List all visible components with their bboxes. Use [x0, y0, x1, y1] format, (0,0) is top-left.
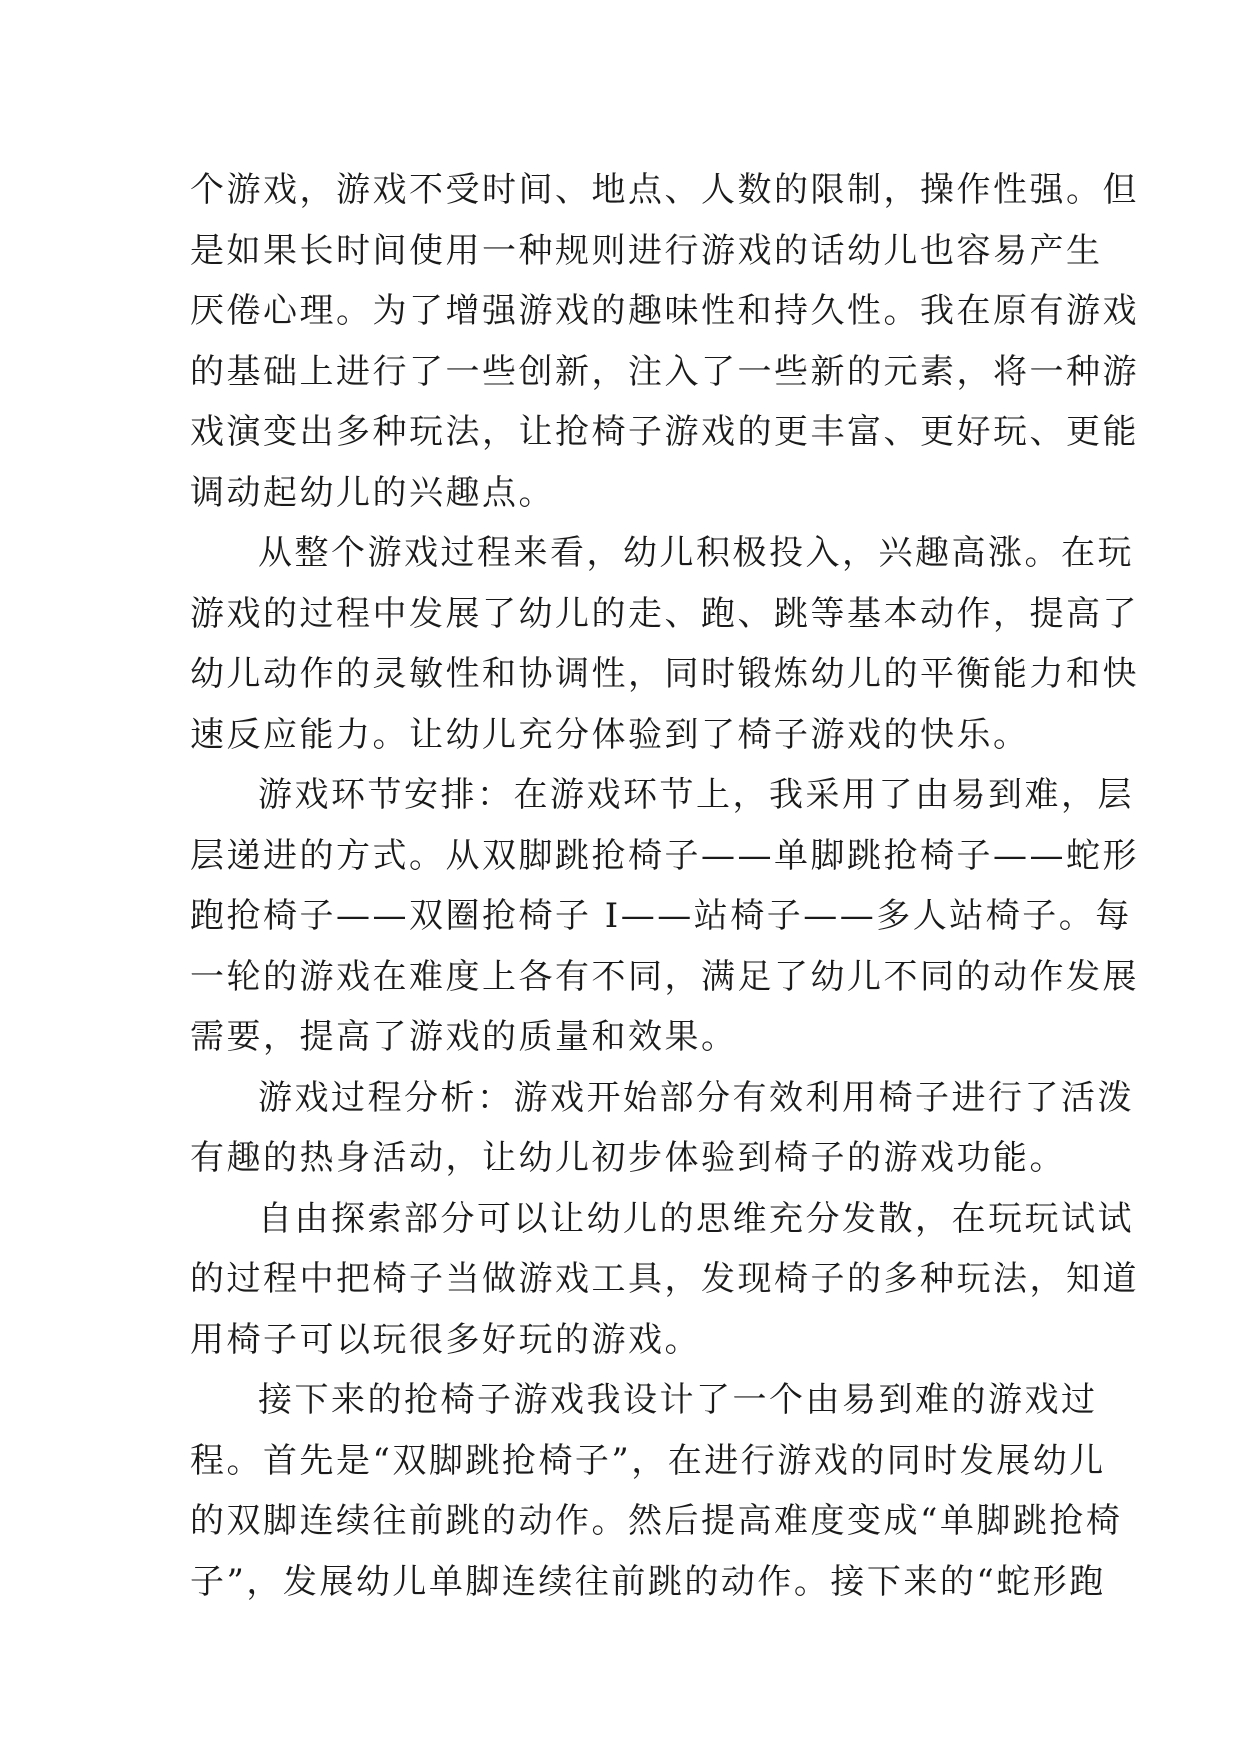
text-line: 一轮的游戏在难度上各有不同，满足了幼儿不同的动作发展	[190, 956, 1139, 997]
paragraph	[190, 160, 1139, 523]
paragraph	[190, 1068, 1134, 1189]
text-line: 跑抢椅子——双圈抢椅子 I——站椅子——多人站椅子。每	[190, 896, 1132, 936]
text-line: 用椅子可以玩很多好玩的游戏。	[190, 1319, 701, 1360]
text-line: 的基础上进行了一些创新，注入了一些新的元素，将一种游	[190, 351, 1139, 392]
text-line: 戏演变出多种玩法，让抢椅子游戏的更丰富、更好玩、更能	[190, 412, 1139, 452]
paragraph	[190, 765, 1139, 1068]
text-line: 自由探索部分可以让幼儿的思维充分发散，在玩玩试试	[258, 1198, 1134, 1239]
text-line: 调动起幼儿的兴趣点。	[190, 472, 555, 513]
text-line: 从整个游戏过程来看，幼儿积极投入，兴趣高涨。在玩	[258, 533, 1134, 573]
document-body	[190, 160, 1139, 1612]
text-line: 程。首先是“双脚跳抢椅子”，在进行游戏的同时发展幼儿	[190, 1440, 1106, 1481]
text-line: 速反应能力。让幼儿充分体验到了椅子游戏的快乐。	[190, 714, 1030, 755]
text-line: 有趣的热身活动，让幼儿初步体验到椅子的游戏功能。	[190, 1138, 1066, 1178]
text-line: 幼儿动作的灵敏性和协调性，同时锻炼幼儿的平衡能力和快	[190, 654, 1139, 694]
text-line: 游戏环节安排：在游戏环节上，我采用了由易到难，层	[258, 775, 1134, 815]
text-line: 需要，提高了游戏的质量和效果。	[190, 1017, 738, 1057]
paragraph	[190, 523, 1139, 765]
text-line: 厌倦心理。为了增强游戏的趣味性和持久性。我在原有游戏	[190, 291, 1139, 331]
text-line: 的双脚连续往前跳的动作。然后提高难度变成“单脚跳抢椅	[190, 1501, 1123, 1541]
text-line: 是如果长时间使用一种规则进行游戏的话幼儿也容易产生	[190, 230, 1103, 271]
text-line: 子”，发展幼儿单脚连续往前跳的动作。接下来的“蛇形跑	[190, 1561, 1106, 1602]
text-line: 游戏的过程中发展了幼儿的走、跑、跳等基本动作，提高了	[190, 593, 1139, 634]
paragraph	[190, 1370, 1123, 1612]
text-line: 层递进的方式。从双脚跳抢椅子——单脚跳抢椅子——蛇形	[190, 835, 1139, 876]
text-line: 接下来的抢椅子游戏我设计了一个由易到难的游戏过	[258, 1380, 1098, 1420]
text-line: 个游戏，游戏不受时间、地点、人数的限制，操作性强。但	[190, 170, 1139, 210]
paragraph	[190, 1189, 1139, 1371]
text-line: 的过程中把椅子当做游戏工具，发现椅子的多种玩法，知道	[190, 1259, 1139, 1299]
text-line: 游戏过程分析：游戏开始部分有效利用椅子进行了活泼	[258, 1077, 1134, 1118]
